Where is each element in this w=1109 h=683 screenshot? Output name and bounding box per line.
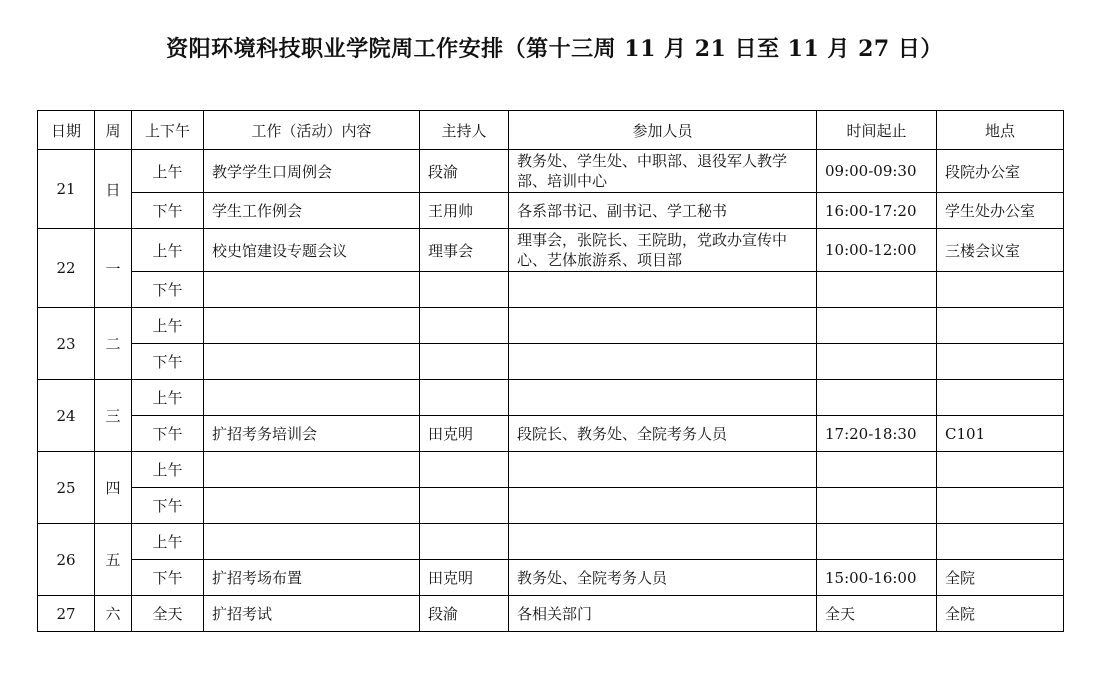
host-cell (420, 488, 509, 524)
participants-cell (509, 452, 817, 488)
time-cell (817, 272, 937, 308)
period-cell: 下午 (132, 488, 204, 524)
host-cell: 段渝 (420, 596, 509, 632)
content-cell: 扩招考务培训会 (204, 416, 420, 452)
host-cell: 田克明 (420, 560, 509, 596)
participants-cell (509, 344, 817, 380)
content-cell: 扩招考试 (204, 596, 420, 632)
table-row (38, 193, 1064, 229)
period-cell: 上午 (132, 150, 204, 193)
host-cell (420, 524, 509, 560)
date-cell: 27 (38, 596, 95, 632)
content-cell (204, 452, 420, 488)
host-cell (420, 452, 509, 488)
participants-cell (509, 308, 817, 344)
table-row (38, 380, 1064, 416)
location-cell (937, 488, 1064, 524)
page-title: 资阳环境科技职业学院周工作安排（第十三周 11 月 21 日至 11 月 27 日） (166, 36, 943, 62)
table-row (38, 272, 1064, 308)
participants-cell (509, 380, 817, 416)
date-cell: 25 (38, 452, 95, 524)
schedule-table (37, 110, 1064, 632)
location-cell: C101 (937, 416, 1064, 452)
time-cell: 09:00-09:30 (817, 150, 937, 193)
time-cell (817, 488, 937, 524)
participants-cell (509, 524, 817, 560)
participants-cell: 段院长、教务处、全院考务人员 (509, 416, 817, 452)
content-cell: 校史馆建设专题会议 (204, 229, 420, 272)
period-cell: 上午 (132, 308, 204, 344)
participants-cell: 各系部书记、副书记、学工秘书 (509, 193, 817, 229)
weekday-cell: 六 (95, 596, 132, 632)
header-weekday: 周 (95, 111, 132, 150)
content-cell (204, 272, 420, 308)
header-period: 上下午 (132, 111, 204, 150)
date-cell: 21 (38, 150, 95, 229)
period-cell: 全天 (132, 596, 204, 632)
period-cell: 上午 (132, 380, 204, 416)
content-cell: 扩招考场布置 (204, 560, 420, 596)
header-participants: 参加人员 (509, 111, 817, 150)
weekday-cell: 一 (95, 229, 132, 308)
table-row (38, 596, 1064, 632)
header-time: 时间起止 (817, 111, 937, 150)
participants-cell (509, 272, 817, 308)
location-cell (937, 344, 1064, 380)
period-cell: 下午 (132, 272, 204, 308)
host-cell (420, 272, 509, 308)
time-cell: 15:00-16:00 (817, 560, 937, 596)
date-cell: 22 (38, 229, 95, 308)
table-row (38, 150, 1064, 193)
header-date: 日期 (38, 111, 95, 150)
table-row (38, 488, 1064, 524)
location-cell (937, 380, 1064, 416)
table-row (38, 560, 1064, 596)
header-host: 主持人 (420, 111, 509, 150)
date-cell: 26 (38, 524, 95, 596)
header-row (38, 111, 1064, 150)
participants-cell (509, 488, 817, 524)
content-cell (204, 380, 420, 416)
time-cell (817, 308, 937, 344)
participants-cell: 教务处、全院考务人员 (509, 560, 817, 596)
weekday-cell: 二 (95, 308, 132, 380)
time-cell: 10:00-12:00 (817, 229, 937, 272)
content-cell: 学生工作例会 (204, 193, 420, 229)
location-cell: 三楼会议室 (937, 229, 1064, 272)
period-cell: 下午 (132, 560, 204, 596)
location-cell (937, 272, 1064, 308)
weekday-cell: 五 (95, 524, 132, 596)
content-cell (204, 488, 420, 524)
content-cell (204, 308, 420, 344)
header-location: 地点 (937, 111, 1064, 150)
time-cell: 16:00-17:20 (817, 193, 937, 229)
period-cell: 上午 (132, 452, 204, 488)
period-cell: 下午 (132, 193, 204, 229)
time-cell (817, 524, 937, 560)
location-cell: 段院办公室 (937, 150, 1064, 193)
weekday-cell: 三 (95, 380, 132, 452)
weekday-cell: 四 (95, 452, 132, 524)
period-cell: 下午 (132, 416, 204, 452)
time-cell (817, 452, 937, 488)
period-cell: 上午 (132, 229, 204, 272)
participants-cell: 教务处、学生处、中职部、退役军人教学部、培训中心 (509, 150, 817, 193)
host-cell (420, 380, 509, 416)
participants-cell: 理事会，张院长、王院助，党政办宣传中心、艺体旅游系、项目部 (509, 229, 817, 272)
location-cell (937, 308, 1064, 344)
date-cell: 24 (38, 380, 95, 452)
content-cell (204, 524, 420, 560)
host-cell: 王用帅 (420, 193, 509, 229)
host-cell (420, 344, 509, 380)
host-cell (420, 308, 509, 344)
time-cell (817, 344, 937, 380)
table-row (38, 229, 1064, 272)
time-cell: 17:20-18:30 (817, 416, 937, 452)
period-cell: 上午 (132, 524, 204, 560)
table-row (38, 344, 1064, 380)
location-cell: 学生处办公室 (937, 193, 1064, 229)
host-cell: 段渝 (420, 150, 509, 193)
host-cell: 田克明 (420, 416, 509, 452)
period-cell: 下午 (132, 344, 204, 380)
weekday-cell: 日 (95, 150, 132, 229)
host-cell: 理事会 (420, 229, 509, 272)
date-cell: 23 (38, 308, 95, 380)
header-content: 工作（活动）内容 (204, 111, 420, 150)
location-cell: 全院 (937, 560, 1064, 596)
table-row (38, 416, 1064, 452)
table-row (38, 308, 1064, 344)
content-cell: 教学学生口周例会 (204, 150, 420, 193)
time-cell (817, 380, 937, 416)
location-cell (937, 524, 1064, 560)
table-row (38, 452, 1064, 488)
location-cell: 全院 (937, 596, 1064, 632)
table-row (38, 524, 1064, 560)
time-cell: 全天 (817, 596, 937, 632)
location-cell (937, 452, 1064, 488)
content-cell (204, 344, 420, 380)
participants-cell: 各相关部门 (509, 596, 817, 632)
